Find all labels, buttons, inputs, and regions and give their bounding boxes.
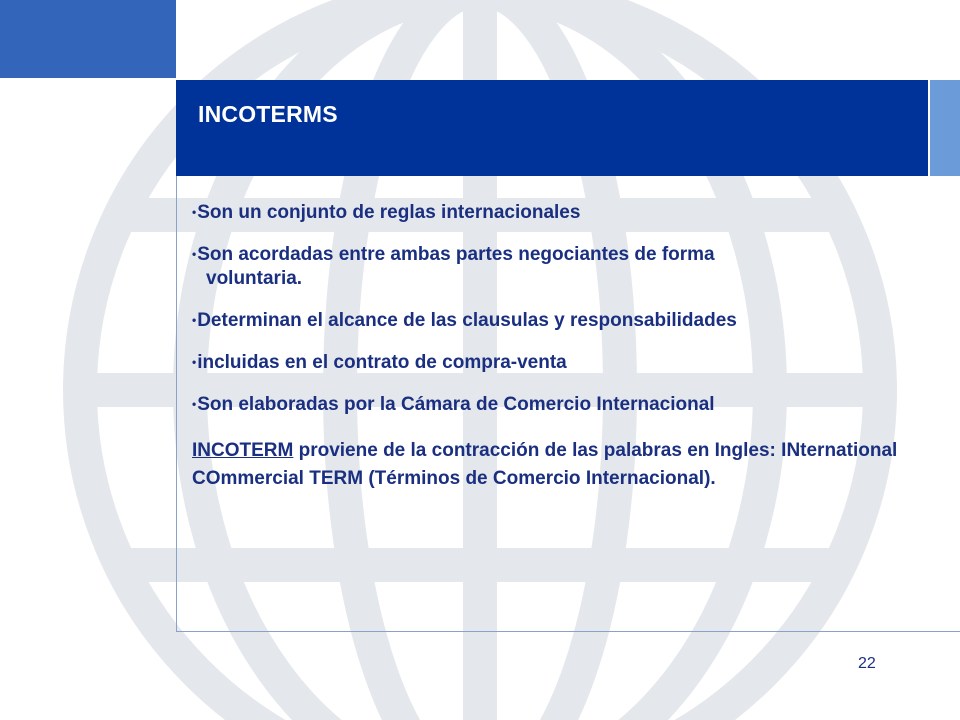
- bullet-icon: •: [192, 313, 197, 327]
- incoterm-term: INCOTERM: [192, 440, 294, 461]
- bullet-icon: •: [192, 355, 197, 369]
- title-bar: [176, 80, 928, 176]
- bullet-icon: •: [192, 205, 197, 219]
- bullet-item: [192, 242, 922, 291]
- slide-title: INCOTERMS: [198, 101, 338, 127]
- bullet-item: [192, 350, 922, 375]
- incoterm-note-text: proviene de la contracción de las palabras en Ingles: INternational COmmercial TERM (Términos de Comercio Internacional).: [192, 440, 898, 489]
- bullet-continuation: voluntaria.: [206, 268, 303, 289]
- page-number: 22: [858, 655, 876, 672]
- bullet-text: Son un conjunto de reglas internacionales: [197, 202, 581, 223]
- title-accent: [930, 80, 960, 176]
- slide-content: [192, 200, 922, 493]
- frame-bottom-border: [176, 631, 960, 632]
- incoterm-note: [192, 437, 922, 493]
- bullet-item: [192, 308, 922, 333]
- bullet-item: [192, 392, 922, 417]
- bullet-text: Determinan el alcance de las clausulas y responsabilidades: [197, 310, 737, 331]
- frame-left-border: [176, 176, 177, 632]
- corner-block: [0, 0, 176, 78]
- bullet-item: [192, 200, 922, 225]
- bullet-icon: •: [192, 397, 197, 411]
- bullet-icon: •: [192, 247, 197, 261]
- bullet-text: incluidas en el contrato de compra-venta: [197, 352, 567, 373]
- bullet-text: Son acordadas entre ambas partes negociantes de forma: [197, 244, 715, 265]
- bullet-text: Son elaboradas por la Cámara de Comercio Internacional: [197, 394, 715, 415]
